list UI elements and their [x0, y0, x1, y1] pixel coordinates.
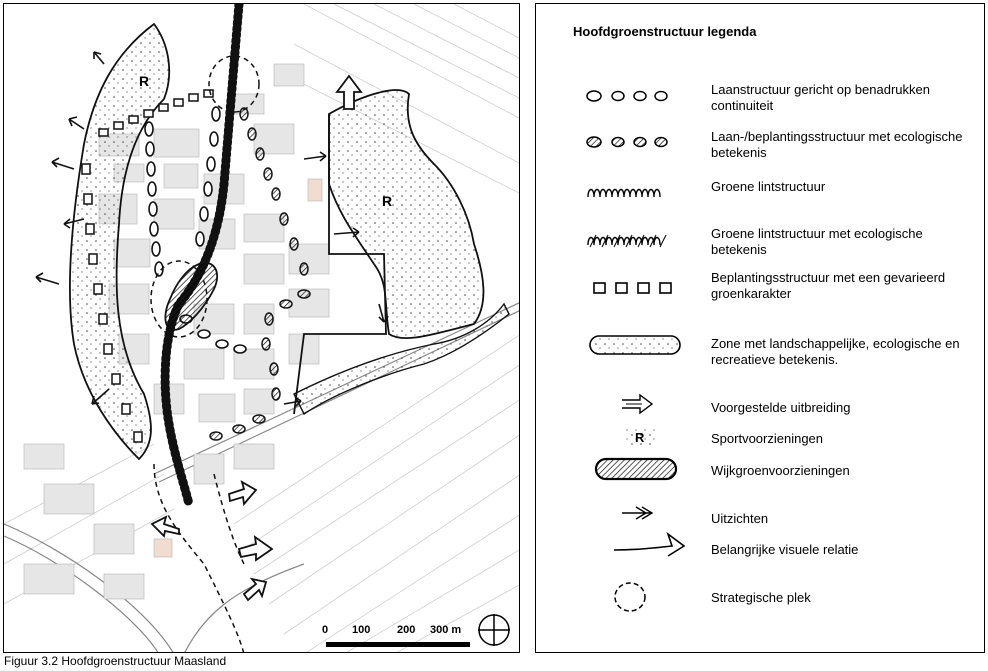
sport-marker-east: R [382, 193, 393, 209]
double-arrow-icon [576, 392, 686, 416]
legend-label: Uitzichten [711, 511, 769, 526]
map-drawing [4, 4, 520, 653]
scale-label-0: 0 [322, 624, 329, 636]
scale-bar [322, 624, 472, 648]
scale-label-200: 200 [397, 624, 416, 636]
legend-label: Belangrijke visuele relatie [711, 542, 859, 557]
hatched-ovals-icon [576, 132, 686, 152]
figure-caption: Figuur 3.2 Hoofdgroenstructuur Maasland [4, 654, 227, 668]
legend-label: Wijkgroenvoorzieningen [711, 463, 850, 478]
legend-label: Zone met landschappelijke, ecologische en recreatieve betekenis. [711, 336, 960, 367]
legend-label: Beplantingsstructuur met een gevarieerd groenkarakter [711, 270, 946, 301]
line-arrow-icon [576, 503, 686, 523]
legend-label: Laanstructuur gericht op benadrukken continuiteit [711, 82, 930, 113]
legend-label: Groene lintstructuur [711, 179, 826, 194]
legend-title: Hoofdgroenstructuur legenda [573, 24, 757, 39]
sport-marker-north: R [139, 73, 150, 89]
legend-label: Groene lintstructuur met ecologische betekenis [711, 226, 923, 257]
map-panel [3, 3, 520, 653]
legend-label: Sportvoorzieningen [711, 431, 824, 446]
dashed-circle-icon [576, 580, 686, 614]
legend-label: Strategische plek [711, 590, 811, 605]
hatched-blob-icon [576, 457, 686, 483]
east-landscape-zone [329, 90, 483, 338]
dotted-zone-icon [576, 332, 686, 358]
open-squares-icon [576, 279, 686, 299]
scale-label-100: 100 [352, 624, 371, 636]
legend-label: Laan-/beplantingsstructuur met ecologische betekenis [711, 129, 963, 160]
stipple-r-icon [576, 423, 686, 449]
crossed-loop-line-icon [576, 231, 686, 251]
open-ovals-icon [576, 86, 686, 106]
north-arrow-icon [476, 612, 512, 648]
svg-text:R: R [635, 430, 645, 445]
town-blocks [24, 64, 329, 599]
scale-label-300: 300 m [430, 624, 462, 636]
scale-bar-line [326, 642, 470, 647]
legend-panel [535, 3, 985, 653]
green-ribbon [165, 4, 239, 504]
curved-arrow-icon [576, 528, 686, 558]
loop-line-icon [576, 183, 686, 203]
legend-label: Voorgestelde uitbreiding [711, 400, 851, 415]
